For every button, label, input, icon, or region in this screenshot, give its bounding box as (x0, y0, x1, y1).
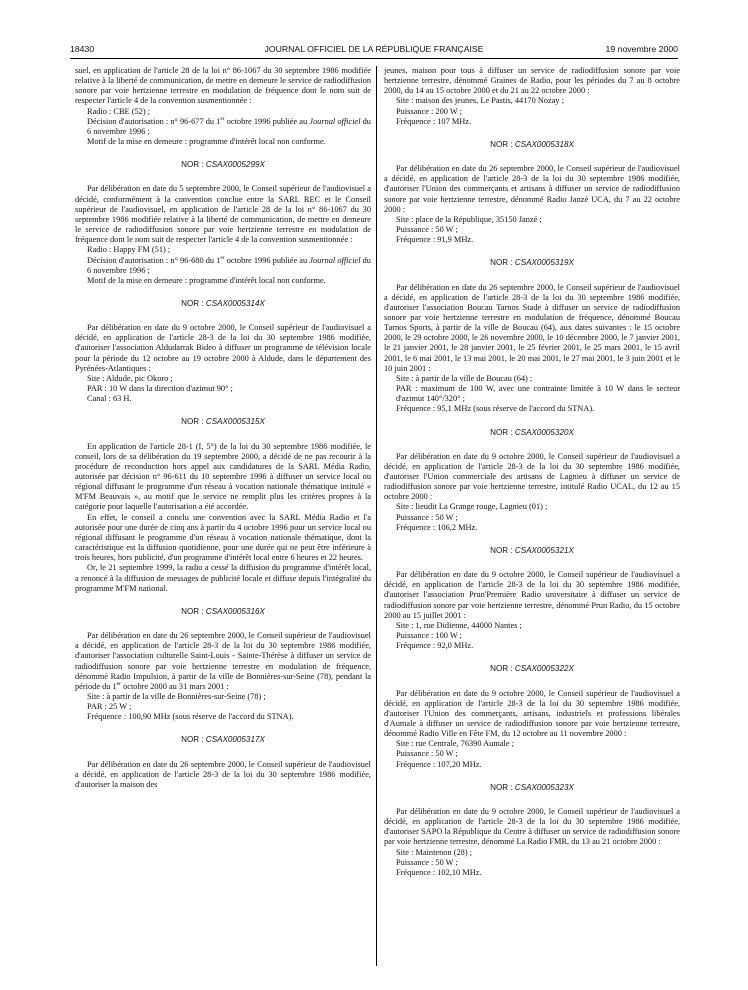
nor-reference: NOR : CSAX0005318X (490, 139, 574, 149)
nor-reference: NOR : CSAX0005317X (181, 735, 265, 745)
nor-reference: NOR : CSAX0005321X (490, 545, 574, 555)
motif-line: Motif de la mise en demeure : programme d'intérêt local non conforme. (87, 137, 326, 147)
paragraph: Par délibération en date du 9 octobre 2000, le Conseil supérieur de l'audiovisuel a décidé, en application de l'article 28-3 de la loi du 30 septembre 1986 modifiée, d'autoriser l'Union commerciale des artisans de Lagnieu à diffuser un service de radiodiffusion sonore par voie hertzienne terrestre, intitulé Radio UCAL, du 12 au 15 octobre 2000 : (384, 451, 680, 502)
power-line: Puissance : 50 W ; (396, 749, 458, 759)
frequency-line: Fréquence : 107,20 MHz. (396, 759, 482, 769)
paragraph: En effet, le conseil a conclu une convention avec la SARL Média Radio et l'a autorisée pour une durée de cinq ans à partir du 4 octobre 1996 pour un service local ou régional diffusant le programme d'un réseau à vocation nationale thématique, dont la caractéristique est la diffusion quotidienne, pour une durée qui ne peut être inférieure à trois heures, hors publicité, d'un programme d'intérêt local entre 6 heures et 22 heures. (75, 512, 371, 563)
frequency-line: Fréquence : 92,0 MHz. (396, 641, 474, 651)
site-line: Site : lieudit La Grange rouge, Lagnieu (01) ; (396, 502, 548, 512)
power-line: Puissance : 200 W ; (396, 106, 462, 116)
frequency-line: Fréquence : 95,1 MHz (sous réserve de l'accord du STNA). (396, 404, 595, 414)
paragraph: Par délibération en date du 26 septembre 2000, le Conseil supérieur de l'audiovisuel a décidé, en application de l'article 28-3 de la loi du 30 septembre 1986 modifiée, d'autoriser l'Union des commerçants et artisans à diffuser un service de radiodiffusion sonore par voie hertzienne terrestre, dénommé Radio Janzé UCA, du 7 au 22 octobre 2000 : (384, 164, 680, 214)
paragraph: Par délibération en date du 9 octobre 2000, le Conseil supérieur de l'audiovisuel a décidé, en application de l'article 28-3 de la loi du 30 septembre 1986 modifiée, d'autoriser l'Union des commerçants, artisans, industriels et professions libérales d'Aumale à diffuser un service de radiodiffusion sonore par voie hertzienne terrestre, dénommé Radio Ville en Fête FM, du 12 octobre au 11 novembre 2000 : (384, 688, 680, 739)
site-line: Site : à partir de la ville de Bonnières-sur-Seine (78) ; (87, 691, 266, 701)
frequency-line: Fréquence : 102,10 MHz. (396, 867, 482, 877)
column-divider (376, 66, 377, 966)
paragraph: Par délibération en date du 26 septembre 2000, le Conseil supérieur de l'audiovisuel a décidé, en application de l'article 28-3 de la loi du 30 septembre 1986 modifiée, d'autoriser l'association Boucau Tarnos Stade à diffuser un service de radiodiffusion sonore par voie hertzienne terrestre en modulation de fréquence, dénommé Boucau Tarnos Sports, à partir de la ville de Boucau (64), aux dates suivantes : le 15 octobre 2000, le 29 octobre 2000, le 26 novembre 2000, le 10 décembre 2000, le 7 janvier 2001, le 21 janvier 2001, le 28 janvier 2001, le 25 février 2001, le 25 mars 2001, le 15 avril 2001, le 6 mai 2001, le 13 mai 2001, le 20 mai 2001, le 27 mai 2001, le 3 juin 2001 et le 10 juin 2001 : (384, 282, 680, 373)
radio-line: Radio : Happy FM (51) ; (87, 245, 171, 255)
decision-line: Décision d'autorisation : n° 96-680 du 1er octobre 1996 publiée au Journal officiel du 6 novembre 1996 ; (87, 254, 371, 275)
paragraph: Or, le 21 septembre 1999, la radio a cessé la diffusion du programme d'intérêt local, a renoncé à la diffusion de messages de publicité locale et diffuse depuis l'intégralité du programme M'FM national. (75, 563, 371, 593)
site-line: Site : Aldude, pic Okoro ; (87, 373, 173, 383)
site-line: Site : 1, rue Didienne, 44000 Nantes ; (396, 620, 522, 630)
frequency-line: Fréquence : 91,9 MHz. (396, 235, 474, 245)
radio-line: Radio : CBE (52) ; (87, 106, 151, 116)
site-line: Site : maison des jeunes, Le Pastis, 44170 Nozay ; (396, 96, 565, 106)
issue-date: 19 novembre 2000 (605, 44, 678, 54)
paragraph: En application de l'article 28-1 (I, 5°) de la loi du 30 septembre 1986 modifiée, le conseil, lors de sa délibération du 19 septembre 2000, a décidé de ne pas recourir à la procédure de reconduction hors appel aux candidatures de la SARL Média Radio, autorisée par décision n° 96-611 du 10 septembre 1996 à diffuser un service local ou régional diffusant le programme d'un réseau à vocation nationale thématique intitulé « M'FM Beauvais », au motif que le service ne remplit plus les critères propres à la catégorie pour laquelle l'autorisation a été accordée. (75, 441, 371, 512)
journal-title: JOURNAL OFFICIEL DE LA RÉPUBLIQUE FRANÇAISE (264, 44, 484, 54)
power-line: Puissance : 50 W ; (396, 512, 458, 522)
frequency-line: Fréquence : 100,90 MHz (sous réserve de l'accord du STNA). (87, 712, 294, 722)
site-line: Site : à partir de la ville de Boucau (64) ; (396, 373, 533, 383)
par-line: PAR : 10 W dans la direction d'azimut 90° ; (87, 384, 233, 394)
nor-reference: NOR : CSAX0005316X (181, 606, 265, 616)
nor-reference: NOR : CSAX0005319X (490, 258, 574, 268)
motif-line: Motif de la mise en demeure : programme d'intérêt local non conforme. (87, 275, 326, 285)
page-number: 18430 (70, 44, 95, 54)
page-header (70, 44, 678, 58)
frequency-line: Fréquence : 107 MHz. (396, 116, 472, 126)
site-line: Site : rue Centrale, 76390 Aumale ; (396, 739, 514, 749)
site-line: Site : place de la République, 35150 Janzé ; (396, 214, 542, 224)
nor-reference: NOR : CSAX0005314X (181, 298, 265, 308)
left-column (75, 66, 371, 790)
par-line: PAR : maximum de 100 W, avec une contrainte limitée à 10 W dans le secteur d'azimut 140°/320° ; (396, 384, 680, 404)
right-column (384, 66, 680, 878)
nor-reference: NOR : CSAX0005315X (181, 417, 265, 427)
header-rule (70, 58, 678, 59)
paragraph: Par délibération en date du 9 octobre 2000, le Conseil supérieur de l'audiovisuel a décidé, en application de l'article 28-3 de la loi du 30 septembre 1986 modifiée, d'autoriser l'association Aldudarrak Bideo à diffuser un programme de télévision locale pour la période du 12 octobre au 19 octobre 2000 à Aldude, dans le département des Pyrénées-Atlantiques : (75, 323, 371, 373)
power-line: Puissance : 50 W ; (396, 857, 458, 867)
frequency-line: Fréquence : 106,2 MHz. (396, 522, 478, 532)
nor-reference: NOR : CSAX0005322X (490, 664, 574, 674)
paragraph: Par délibération en date du 5 septembre 2000, le Conseil supérieur de l'audiovisuel a décidé, conformément à la convention conclue entre la SARL REC et le Conseil supérieur de l'audiovisuel, en application de l'article 28 de la loi n° 86-1067 du 30 septembre 1986 modifiée relative à la liberté de communication, de mettre en demeure le service de radiodiffusion sonore par voie hertzienne terrestre en modulation de fréquence dont le nom suit de respecter l'article 4 de la convention susmentionnée : (75, 184, 371, 245)
paragraph: Par délibération en date du 9 octobre 2000, le Conseil supérieur de l'audiovisuel a décidé, en application de l'article 28-3 de la loi du 30 septembre 1986 modifiée, d'autoriser SAPO la République du Centre à diffuser un service de radiodiffusion sonore par voie hertzienne terrestre, dénommé La Radio FMR, du 13 au 21 octobre 2000 : (384, 806, 680, 847)
nor-reference: NOR : CSAX0005323X (490, 782, 574, 792)
nor-reference: NOR : CSAX0005299X (181, 160, 265, 170)
paragraph: Par délibération en date du 26 septembre 2000, le Conseil supérieur de l'audiovisuel a décidé, en application de l'article 28-3 de la loi du 30 septembre 1986 modifiée, d'autoriser l'association culturelle Saint-Louis - Sainte-Thérèse à diffuser un service de radiodiffusion sonore par voie hertzienne terrestre en modulation de fréquence, dénommé Radio Impulsion, à partir de la ville de Bonnières-sur-Seine (78), pendant la période du 1er octobre 2000 au 31 mars 2001 : (75, 631, 371, 691)
site-line: Site : Maintenon (28) ; (396, 847, 473, 857)
power-line: Puissance : 100 W ; (396, 631, 462, 641)
power-line: Puissance : 50 W ; (396, 225, 458, 235)
par-line: PAR : 25 W ; (87, 702, 132, 712)
nor-reference: NOR : CSAX0005320X (490, 427, 574, 437)
paragraph: Par délibération en date du 9 octobre 2000, le Conseil supérieur de l'audiovisuel a décidé, en application de l'article 28-3 de la loi du 30 septembre 1986 modifiée, d'autoriser l'association Prun'Première Radio universitaire à diffuser un service de radiodiffusion sonore par voie hertzienne terrestre, dénommé Prun Radio, du 15 octobre 2000 au 15 juillet 2001 : (384, 570, 680, 620)
canal-line: Canal : 63 H. (87, 394, 132, 404)
decision-line: Décision d'autorisation : n° 96-677 du 1er octobre 1996 publiée au Journal officiel du 6 novembre 1996 ; (87, 116, 371, 136)
paragraph: Par délibération en date du 26 septembre 2000, le Conseil supérieur de l'audiovisuel a décidé, en application de l'article 28-3 de la loi du 30 septembre 1986 modifiée, d'autoriser la maison des (75, 759, 371, 789)
paragraph: suel, en application de l'article 28 de la loi n° 86-1067 du 30 septembre 1986 modifiée relative à la liberté de communication, de mettre en demeure le service de radiodiffusion sonore par voie hertzienne terrestre en modulation de fréquence dont le nom suit de respecter l'article 4 de la convention susmentionnée : (75, 66, 371, 106)
paragraph: jeunes, maison pour tous à diffuser un service de radiodiffusion sonore par voie hertzienne terrestre, dénommé Graines de Radio, pour les périodes du 7 au 8 octobre 2000, du 14 au 15 octobre 2000 et du 21 au 22 octobre 2000 : (384, 66, 680, 96)
